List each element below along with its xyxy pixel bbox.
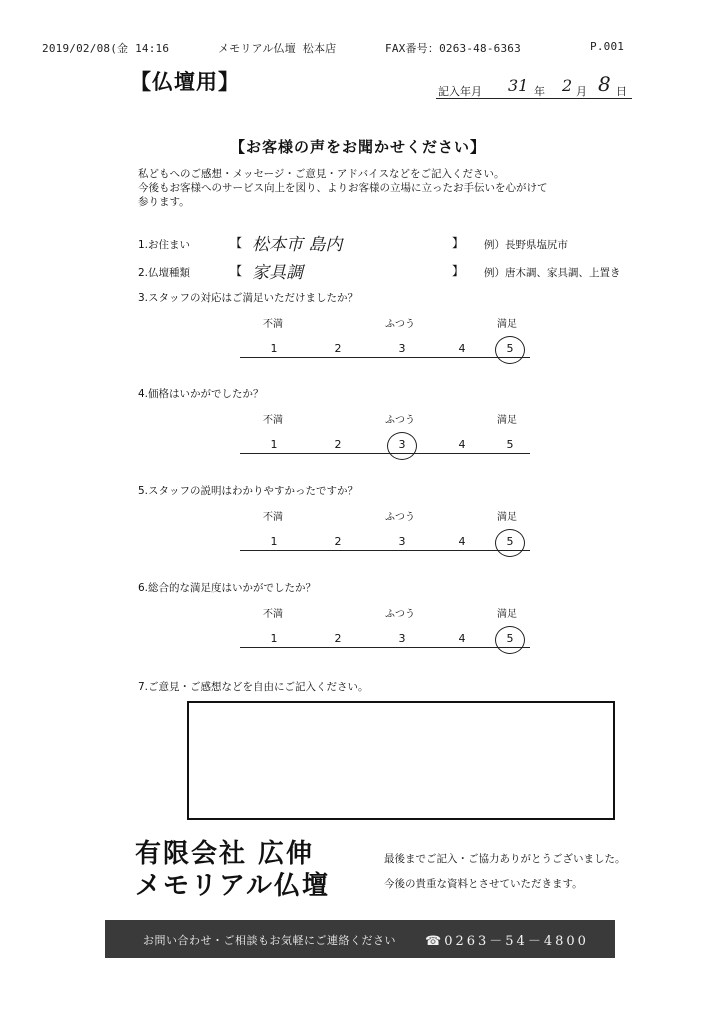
scale-label-high: 満足 [497, 609, 517, 620]
scale-option-1[interactable]: 1 [270, 535, 278, 548]
entry-date [436, 72, 632, 99]
scale-option-3[interactable]: 3 [398, 632, 406, 645]
survey-title: 【お客様の声をお聞かせください】 [230, 138, 487, 156]
q1-answer[interactable]: 松本市 島内 [252, 235, 343, 255]
scale-label-low: 不満 [263, 319, 283, 330]
entry-date-label: 記入年月 [438, 85, 482, 98]
scale-option-3[interactable]: 3 [398, 438, 406, 451]
scale-line [240, 647, 530, 648]
scale-label-mid: ふつう [385, 609, 415, 620]
scale-option-4[interactable]: 4 [458, 342, 466, 355]
scale-label-low: 不満 [263, 609, 283, 620]
fax-sender: メモリアル仏壇 松本店 [218, 42, 337, 55]
scale-option-2[interactable]: 2 [334, 342, 342, 355]
scale-option-1[interactable]: 1 [270, 342, 278, 355]
scale-option-4[interactable]: 4 [458, 632, 466, 645]
entry-month-unit: 月 [576, 85, 587, 98]
fax-number: FAX番号：0263-48-6363 [385, 42, 521, 55]
footer-contact-text: お問い合わせ・ご相談もお気軽にご連絡ください [143, 934, 396, 947]
q1-bracket-close: 】 [452, 236, 465, 250]
scale-line [240, 453, 530, 454]
scale-line [240, 550, 530, 551]
entry-year-unit: 年 [534, 85, 545, 98]
scale-label-low: 不満 [263, 512, 283, 523]
scale-label-high: 満足 [497, 415, 517, 426]
intro-line: 参ります。 [138, 196, 190, 208]
scale-label-high: 満足 [497, 319, 517, 330]
scale-option-5[interactable]: 5 [506, 632, 514, 645]
q5-label: 5.スタッフの説明はわかりやすかったですか？ [138, 485, 359, 497]
entry-year-value: 31 [508, 76, 529, 95]
thanks-line-1: 最後までご記入・ご協力ありがとうございました。 [384, 853, 626, 865]
q2-bracket-close: 】 [452, 264, 465, 278]
shop-name: メモリアル仏壇 [135, 871, 330, 901]
scale-label-high: 満足 [497, 512, 517, 523]
q6-label: 6.総合的な満足度はいかがでしたか？ [138, 582, 317, 594]
intro-line: 今後もお客様へのサービス向上を図り、よりお客様の立場に立ったお手伝いを心がけて [138, 182, 548, 194]
thanks-line-2: 今後の貴重な資料とさせていただきます。 [384, 878, 583, 890]
q2-label: 2.仏壇種類 [138, 267, 191, 279]
form-type-title: 【仏壇用】 [130, 70, 240, 94]
scale-option-5[interactable]: 5 [506, 342, 514, 355]
q3-label: 3.スタッフの対応はご満足いただけましたか？ [138, 292, 359, 304]
scale-option-2[interactable]: 2 [334, 535, 342, 548]
entry-day-value: 8 [598, 72, 611, 96]
selected-answer-circle [495, 626, 525, 654]
q1-bracket-open: 【 [230, 236, 243, 250]
scale-option-3[interactable]: 3 [398, 342, 406, 355]
q7-label: 7.ご意見・ご感想などを自由にご記入ください。 [138, 681, 369, 693]
scale-line [240, 357, 530, 358]
scale-option-2[interactable]: 2 [334, 438, 342, 451]
q1-example: 例）長野県塩尻市 [484, 239, 568, 251]
intro-text [138, 167, 548, 209]
entry-day-unit: 日 [616, 85, 627, 98]
scale-option-2[interactable]: 2 [334, 632, 342, 645]
q2-answer[interactable]: 家具調 [252, 263, 303, 283]
selected-answer-circle [387, 432, 417, 460]
scale-option-4[interactable]: 4 [458, 438, 466, 451]
selected-answer-circle [495, 529, 525, 557]
scale-option-3[interactable]: 3 [398, 535, 406, 548]
footer-bar [105, 920, 615, 958]
scale-label-low: 不満 [263, 415, 283, 426]
scale-option-4[interactable]: 4 [458, 535, 466, 548]
footer-phone[interactable]: ☎0263－54－4800 [425, 934, 589, 949]
q2-bracket-open: 【 [230, 264, 243, 278]
scale-option-1[interactable]: 1 [270, 438, 278, 451]
company-name: 有限会社 広伸 [135, 839, 315, 869]
fax-datetime: 2019/02/08(金 14:16 [42, 42, 170, 55]
q4-label: 4.価格はいかがでしたか？ [138, 388, 264, 400]
selected-answer-circle [495, 336, 525, 364]
comment-box[interactable] [187, 701, 615, 820]
scale-option-1[interactable]: 1 [270, 632, 278, 645]
intro-line: 私どもへのご感想・メッセージ・ご意見・アドバイスなどをご記入ください。 [138, 168, 505, 180]
q2-example: 例）唐木調、家具調、上置き [484, 267, 621, 279]
scale-option-5[interactable]: 5 [506, 438, 514, 451]
scale-label-mid: ふつう [385, 319, 415, 330]
fax-page: P.001 [590, 40, 625, 53]
entry-month-value: 2 [562, 76, 573, 95]
q1-label: 1.お住まい [138, 239, 191, 251]
scale-option-5[interactable]: 5 [506, 535, 514, 548]
scale-label-mid: ふつう [385, 512, 415, 523]
scale-label-mid: ふつう [385, 415, 415, 426]
